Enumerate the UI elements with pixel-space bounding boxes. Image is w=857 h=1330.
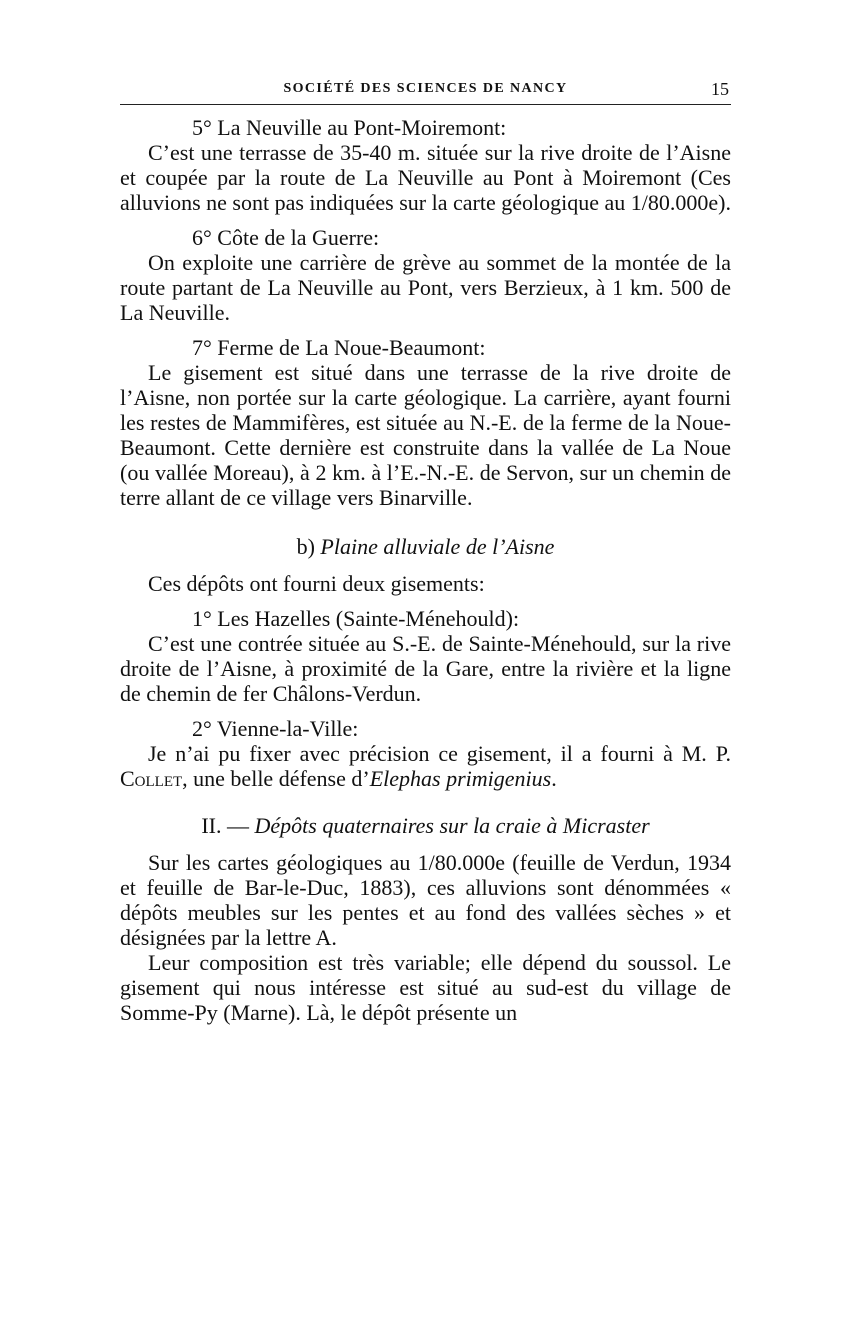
running-title: SOCIÉTÉ DES SCIENCES DE NANCY	[283, 81, 568, 96]
subsection-title-text: Plaine alluviale de l’Aisne	[320, 534, 555, 559]
paragraph: Leur composition est très variable; elle dépend du soussol. Le gisement qui nous intéresse est situé au sud-est du village de Somme-Py (Marne). Là, le dépôt présente un	[120, 950, 731, 1025]
person-name: Collet	[120, 766, 183, 791]
item-body	[120, 741, 731, 791]
species-name: Elephas primigenius	[369, 766, 552, 791]
subsection-intro: Ces dépôts ont fourni deux gisements:	[148, 571, 485, 596]
item-body: On exploite une carrière de grève au sommet de la montée de la route partant de La Neuville au Pont, vers Berzieux, à 1 km. 500 de La Neuville.	[120, 250, 731, 325]
item-body: C’est une terrasse de 35-40 m. située sur la rive droite de l’Aisne et coupée par la route de La Neuville au Pont à Moiremont (Ces alluvions ne sont pas indiquées sur la carte géologique au 1/80.000e).	[120, 140, 731, 215]
page-body	[120, 115, 731, 1025]
item-heading: 1° Les Hazelles (Sainte-Ménehould):	[192, 606, 520, 631]
item-body: C’est une contrée située au S.-E. de Sainte-Ménehould, sur la rive droite de l’Aisne, à proximité de la Gare, entre la rivière et la ligne de chemin de fer Châlons-Verdun.	[120, 631, 731, 706]
section-prefix: II. —	[201, 813, 255, 838]
item-heading: 5° La Neuville au Pont-Moiremont:	[192, 115, 507, 140]
section-title-text: Dépôts quaternaires sur la craie à Micraster	[254, 813, 650, 838]
item-body: Le gisement est situé dans une terrasse de la rive droite de l’Aisne, non portée sur la carte géologique. La carrière, ayant fourni les restes de Mammifères, est située au N.-E. de la ferme de la Noue-Beaumont. Cette dernière est construite dans la vallée de La Noue (ou vallée Moreau), à 2 km. à l’E.-N.-E. de Servon, sur un chemin de terre allant de ce village vers Binarville.	[120, 360, 731, 510]
item-heading: 2° Vienne-la-Ville:	[192, 716, 359, 741]
item-body-text: , une belle défense d’	[182, 766, 370, 791]
book-page	[120, 78, 731, 1025]
subsection-title	[120, 534, 731, 559]
running-header	[120, 78, 731, 105]
paragraph: Sur les cartes géologiques au 1/80.000e (feuille de Verdun, 1934 et feuille de Bar-le-Duc, 1883), ces alluvions sont dénommées « dépôts meubles sur les pentes et au fond des vallées sèches » et désignées par la lettre A.	[120, 850, 731, 950]
page-number: 15	[711, 79, 729, 99]
section-title	[120, 813, 731, 838]
item-heading: 7° Ferme de La Noue-Beaumont:	[192, 335, 486, 360]
item-body-text: Je n’ai pu fixer avec précision ce gisement, il a fourni à M. P.	[148, 741, 731, 766]
item-heading: 6° Côte de la Guerre:	[192, 225, 380, 250]
subsection-prefix: b)	[296, 534, 321, 559]
item-body-text: .	[551, 766, 557, 791]
